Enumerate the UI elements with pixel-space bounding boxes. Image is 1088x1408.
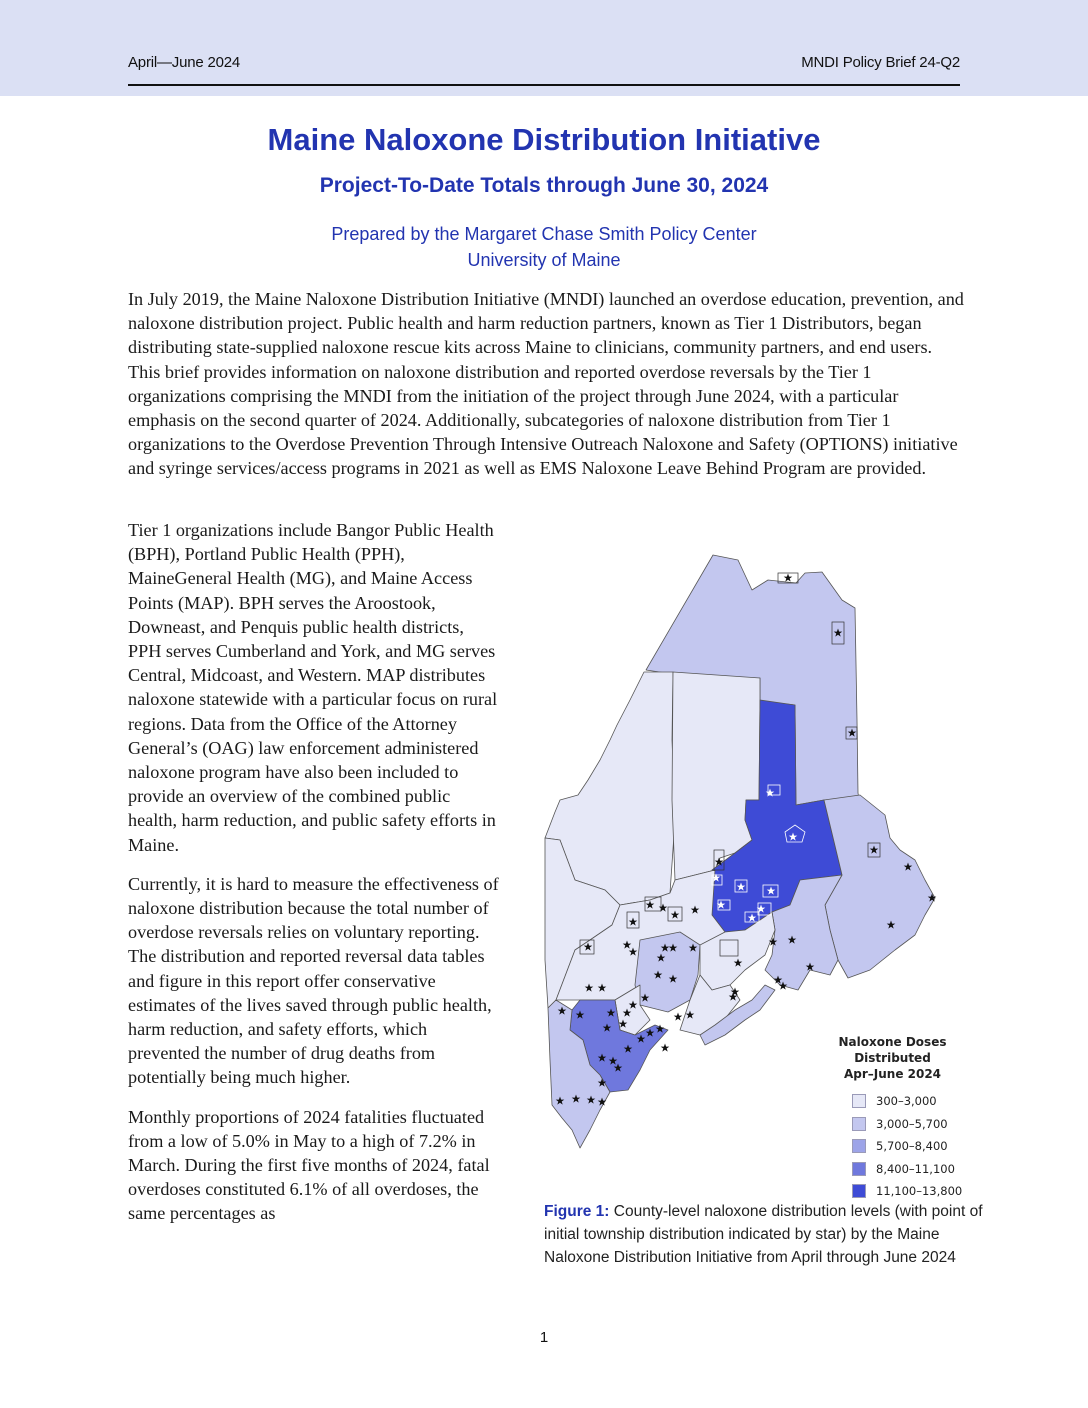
prepared-by-line2: University of Maine	[467, 250, 621, 270]
legend-label: 300–3,000	[876, 1094, 937, 1109]
page-number: 1	[539, 1329, 549, 1346]
legend-swatch	[852, 1094, 866, 1108]
left-column	[128, 518, 500, 1241]
page-header-band	[0, 0, 1088, 96]
county-washington	[824, 795, 935, 978]
document-subtitle: Project-To-Date Totals through June 30, 2024	[319, 174, 769, 197]
legend-item	[852, 1158, 985, 1181]
header-date-range: April—June 2024	[128, 54, 241, 71]
header-divider	[128, 84, 960, 86]
legend-swatch	[852, 1184, 866, 1198]
figure-caption	[544, 1200, 994, 1269]
legend-swatch	[852, 1162, 866, 1176]
legend-swatch	[852, 1139, 866, 1153]
figure-label: Figure 1:	[544, 1203, 610, 1220]
figure-caption-text: County-level naloxone distribution levels (with point of initial township distribution indicated by star) by the Maine Naloxone Distribution Initiative from April through June 2024	[544, 1203, 983, 1266]
legend-swatch	[852, 1117, 866, 1131]
legend-label: 5,700–8,400	[876, 1139, 948, 1154]
legend-title	[800, 1034, 985, 1082]
legend-label: 3,000–5,700	[876, 1116, 948, 1131]
legend-item	[852, 1113, 985, 1136]
legend-title-line1: Naloxone Doses Distributed	[838, 1035, 947, 1065]
prepared-by	[0, 221, 1088, 273]
legend-items	[852, 1090, 985, 1203]
legend-item	[852, 1090, 985, 1113]
legend-title-line2: Apr–June 2024	[843, 1067, 942, 1081]
header-brief-id: MNDI Policy Brief 24-Q2	[801, 54, 960, 71]
map-legend	[800, 1034, 985, 1203]
paragraph-effectiveness: Currently, it is hard to measure the effectiveness of naloxone distribution because the total number of overdose reversals relies on voluntary reporting. The distribution and reported reversal data tables and figure in this report offer conservative estimates of the lives saved through public health, harm reduction, and safety efforts, which prevented the number of drug deaths from potentially being much higher.	[128, 873, 499, 1088]
prepared-by-line1: Prepared by the Margaret Chase Smith Policy Center	[331, 224, 757, 244]
intro-paragraph: In July 2019, the Maine Naloxone Distribution Initiative (MNDI) launched an overdose education, prevention, and naloxone distribution project. Public health and harm reduction partners, known as Tier 1 Distributors, began distributing state-supplied naloxone rescue kits across Maine to clinicians, community partners, and end users. This brief provides information on naloxone distribution and reported overdose reversals by the Tier 1 organizations comprising the MNDI from the initiation of the project through June 2024, with a particular emphasis on the second quarter of 2024. Additionally, subcategories of naloxone distribution from Tier 1 organizations to the Overdose Prevention Through Intensive Outreach Naloxone and Safety (OPTIONS) initiative and syringe services/access programs in 2021 as well as EMS Naloxone Leave Behind Program are provided.	[128, 289, 964, 479]
paragraph-tier1: Tier 1 organizations include Bangor Public Health (BPH), Portland Public Health (PPH), MaineGeneral Health (MG), and Maine Access Points (MAP). BPH serves the Aroostook, Downeast, and Penquis public health districts, PPH serves Cumberland and York, and MG serves Central, Midcoast, and Western. MAP distributes naloxone statewide with a particular focus on rural regions. Data from the Office of the Attorney General’s (OAG) law enforcement administered naloxone program have also been included to provide an overview of the combined public health, harm reduction, and public safety efforts in Maine.	[128, 520, 498, 855]
paragraph-fatalities: Monthly proportions of 2024 fatalities fluctuated from a low of 5.0% in May to a high of 7.2% in March. During the first five months of 2024, fatal overdoses constituted 6.1% of all overdoses, the same percentages as	[128, 1106, 490, 1224]
legend-label: 8,400–11,100	[876, 1161, 955, 1176]
document-title: Maine Naloxone Distribution Initiative	[267, 122, 821, 157]
legend-item	[852, 1135, 985, 1158]
legend-label: 11,100–13,800	[876, 1184, 963, 1199]
